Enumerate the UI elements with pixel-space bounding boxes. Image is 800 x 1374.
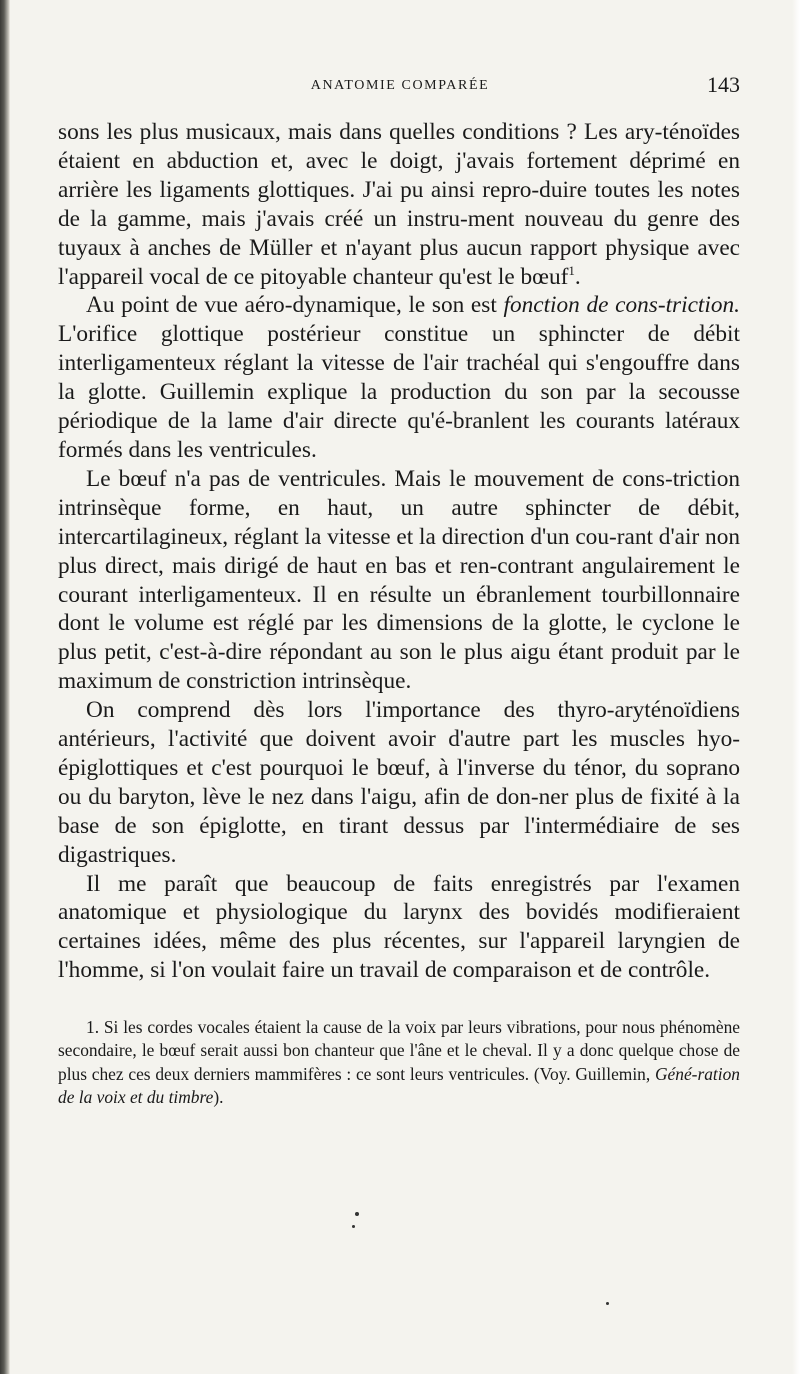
footnotes: [58, 1016, 740, 1109]
paragraph-2-text-b: L'orifice glottique postérieur constitue un sphincter de débit interligamenteux réglant la vitesse de l'air trachéal qui s'engouffre dans la glotte. Guillemin explique la production du son par la secousse périodique de la lame d'air directe qu'é-branlent les courants latéraux formés dans les ventricules.: [58, 321, 740, 463]
footnote-1-italic: Géné-ration de la voix et du timbre: [58, 1063, 740, 1107]
print-speck: [355, 1212, 359, 1216]
paragraph-5: Il me paraît que beaucoup de faits enregistrés par l'examen anatomique et physiologique du larynx des bovidés modifieraient certaines idées, même des plus récentes, sur l'appareil laryngien de l'homme, si l'on voulait faire un travail de comparaison et de contrôle.: [58, 870, 740, 984]
paragraph-4: On comprend dès lors l'importance des thyro-aryténoïdiens antérieurs, l'activité que doivent avoir d'autre part les muscles hyo-épiglottiques et c'est pourquoi le bœuf, à l'inverse du ténor, du soprano ou du baryton, lève le nez dans l'aigu, afin de don-ner plus de fixité à la base de son épiglotte, en tirant dessus par l'intermédiaire de ses digastriques.: [58, 697, 740, 868]
paragraph-1-text: sons les plus musicaux, mais dans quelles conditions ? Les ary-ténoïdes étaient en abduction et, avec le doigt, j'avais fortement déprimé en arrière les ligaments glottiques. J'ai pu ainsi repro-duire toutes les notes de la gamme, mais j'avais créé un instru-ment nouveau du genre des tuyaux à anches de Müller et n'ayant plus aucun rapport physique avec l'appareil vocal de ce pitoyable chanteur qu'est le bœuf: [58, 119, 740, 290]
footnote-1: [58, 1016, 740, 1109]
page-right-margin: [792, 0, 800, 1374]
running-title: ANATOMIE COMPARÉE: [310, 78, 490, 93]
paragraph-3: Le bœuf n'a pas de ventricules. Mais le mouvement de cons-triction intrinsèque forme, en haut, un autre sphincter de débit, intercartilagineux, réglant la vitesse et la direction d'un cou-rant d'air non plus direct, mais dirigé de haut en bas et ren-contrant angulairement le courant interligamenteux. Il en résulte un ébranlement tourbillonnaire dont le volume est réglé par les dimensions de la glotte, le cyclone le plus petit, c'est-à-dire répondant au son le plus aigu étant produit par le maximum de constriction intrinsèque.: [58, 465, 740, 695]
print-speck: [606, 1302, 609, 1305]
paragraph-2: [58, 291, 740, 464]
page-number: 143: [707, 72, 740, 97]
print-speck: [352, 1225, 355, 1228]
page-binding-shadow: [0, 0, 10, 1374]
paragraph-1-end: .: [574, 263, 581, 290]
paragraph-1: [58, 118, 740, 291]
page-header: [60, 72, 740, 106]
paragraph-2-text-a: Au point de vue aéro-dynamique, le son est: [86, 292, 504, 319]
paragraph-2-italic: fonction de cons-triction.: [503, 292, 740, 319]
footnote-1-text: 1. Si les cordes vocales étaient la cause de la voix par leurs vibrations, pour nous phénomène secondaire, le bœuf serait aussi bon chanteur que l'âne et le cheval. Il y a donc quelque chose de plus chez ces deux derniers mammifères : ce sont leurs ventricules. (Voy. Guillemin,: [58, 1017, 740, 1084]
footnote-reference: 1: [568, 262, 575, 278]
footnote-1-end: ).: [213, 1086, 224, 1107]
body-text: [58, 118, 740, 985]
